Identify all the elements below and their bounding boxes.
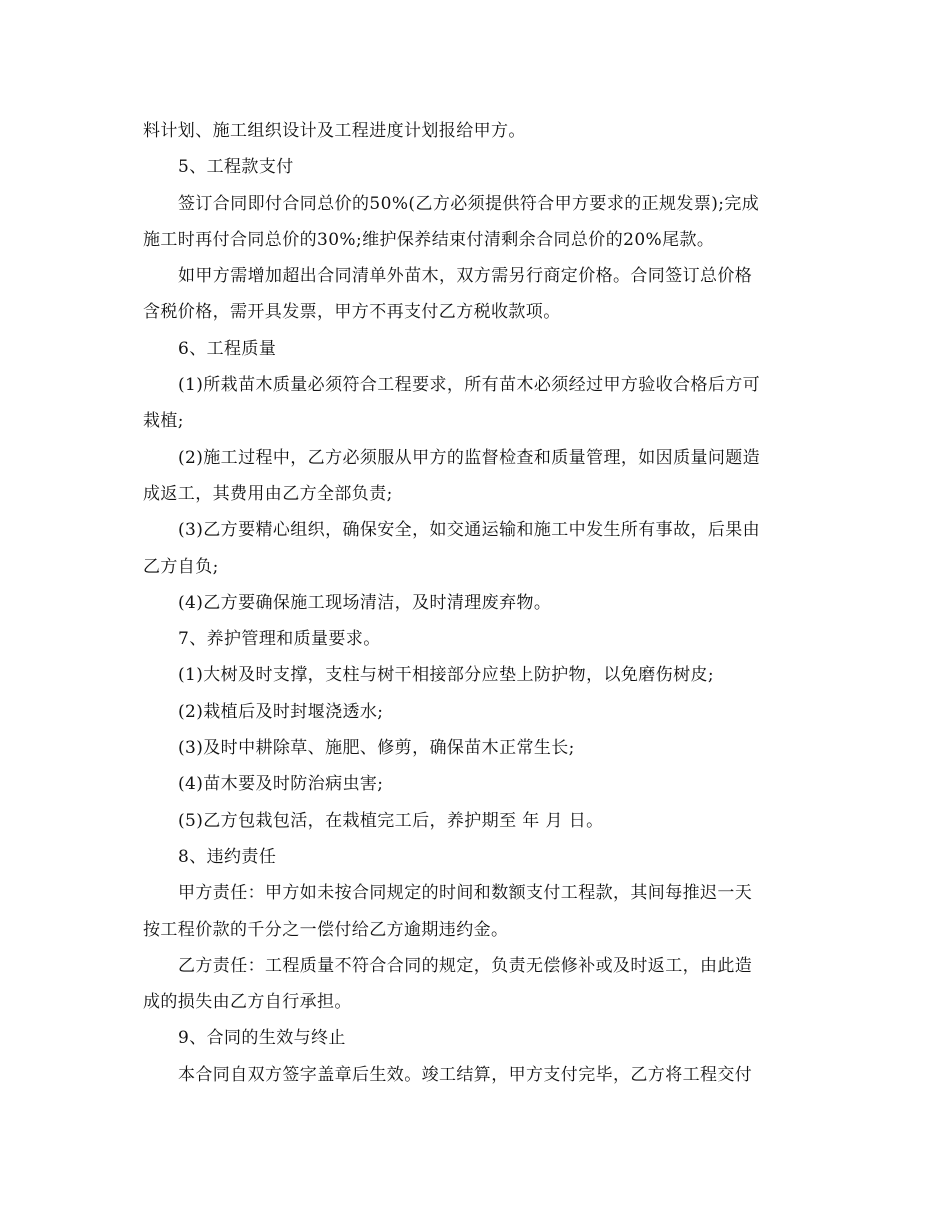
text-line: (3)及时中耕除草、施肥、修剪，确保苗木正常生长; <box>178 738 575 759</box>
text-line: (2)施工过程中，乙方必须服从甲方的监督检查和质量管理，如因质量问题造 <box>178 447 761 468</box>
text-line: 按工程价款的千分之一偿付给乙方逾期违约金。 <box>143 919 509 940</box>
section-heading-effect: 9、合同的生效与终止 <box>178 1028 346 1049</box>
text-line: 本合同自双方签字盖章后生效。竣工结算，甲方支付完毕，乙方将工程交付 <box>178 1064 753 1085</box>
section-heading-payment: 5、工程款支付 <box>178 157 294 178</box>
text-line: (4)乙方要确保施工现场清洁，及时清理废弃物。 <box>178 592 552 613</box>
text-line: 乙方自负; <box>143 556 219 577</box>
text-line: 乙方责任：工程质量不符合合同的规定，负责无偿修补或及时返工，由此造 <box>178 955 753 976</box>
text-line: 成返工，其费用由乙方全部负责; <box>143 483 393 504</box>
text-line: (1)大树及时支撑，支柱与树干相接部分应垫上防护物，以免磨伤树皮; <box>178 665 715 686</box>
text-line: 栽植; <box>143 411 184 432</box>
text-line: 如甲方需增加超出合同清单外苗木，双方需另行商定价格。合同签订总价格 <box>178 266 753 287</box>
text-line: (4)苗木要及时防治病虫害; <box>178 774 384 795</box>
text-line: 甲方责任：甲方如未按合同规定的时间和数额支付工程款，其间每推迟一天 <box>178 883 753 904</box>
text-line: (2)栽植后及时封堰浇透水; <box>178 701 384 722</box>
text-line: (3)乙方要精心组织，确保安全，如交通运输和施工中发生所有事故，后果由 <box>178 520 761 541</box>
text-line: 成的损失由乙方自行承担。 <box>143 992 352 1013</box>
text-line: 含税价格，需开具发票，甲方不再支付乙方税收款项。 <box>143 302 561 323</box>
section-heading-liability: 8、违约责任 <box>178 846 277 867</box>
section-heading-maintenance: 7、养护管理和质量要求。 <box>178 629 381 650</box>
text-line: 料计划、施工组织设计及工程进度计划报给甲方。 <box>143 121 526 141</box>
text-line: 施工时再付合同总价的30%;维护保养结束付清剩余合同总价的20%尾款。 <box>143 229 715 250</box>
text-line: (1)所栽苗木质量必须符合工程要求，所有苗木必须经过甲方验收合格后方可 <box>178 375 761 396</box>
text-line: (5)乙方包栽包活，在栽植完工后，养护期至 年 月 日。 <box>178 810 604 831</box>
contract-page <box>143 113 808 1093</box>
text-line: 签订合同即付合同总价的50%(乙方必须提供符合甲方要求的正规发票);完成 <box>178 193 760 214</box>
section-heading-quality: 6、工程质量 <box>178 338 277 359</box>
